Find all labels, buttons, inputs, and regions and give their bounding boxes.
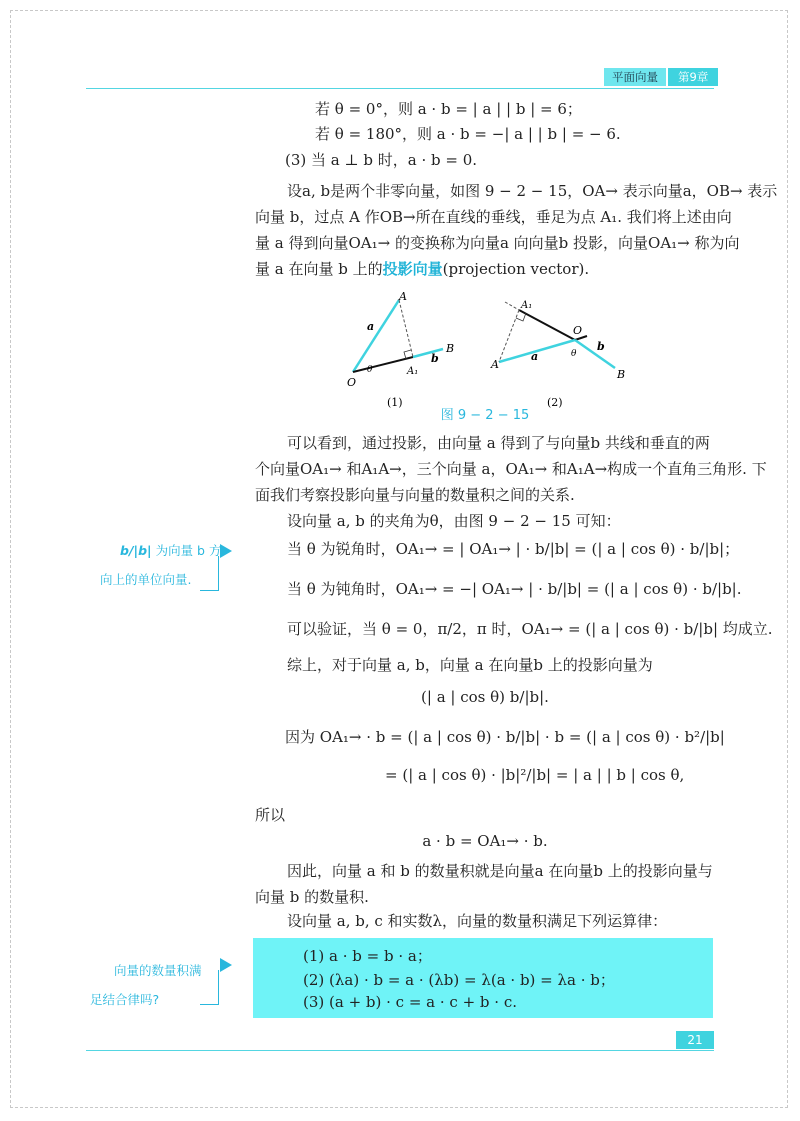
summary-text: 综上，对于向量 a, b，向量 a 在向量b 上的投影向量为 [287,656,653,674]
right-angle-mark-2 [516,313,526,321]
figure-caption: 图 9 − 2 − 15 [440,408,530,423]
label-o-1: O [347,376,357,389]
side-note1-text2: 向上的单位向量. [100,572,192,587]
so-text: 所以 [255,806,286,824]
because-line-1: 因为 OA₁→ · b = (| a | cos θ) · b/|b| · b = (| a | cos θ) · b²/|b| [285,728,725,746]
header-section: 平面向量 [604,68,666,86]
flag-icon [220,958,232,972]
page-number: 21 [676,1031,714,1049]
side-note-bracket [200,970,219,1005]
para2-line-1: 可以看到，通过投影，由向量 a 得到了与向量b 共线和垂直的两 [287,434,710,452]
side-note2-text2: 足结合律吗? [90,992,160,1007]
label-b-1: B [446,342,455,355]
law-commutative: (1) a · b = b · a； [303,947,432,965]
label-vec-b-2: b [597,340,605,353]
label-vec-a-2: a [531,350,539,363]
side-note1-text1: 为向量 b 方 [155,543,222,558]
term-projection-vector: 投影向量 [382,260,443,278]
label-vec-a-1: a [367,320,375,333]
top-line-2: 若 θ = 180°，则 a · b = −| a | | b | = − 6. [315,125,621,143]
figure-9-2-15 [335,288,635,423]
law-scalar: (2) (λa) · b = a · (λb) = λ(a · b) = λa · b； [303,971,615,989]
para1-line-1: 设a, b是两个非零向量，如图 9 − 2 − 15，OA→ 表示向量a，OB→ 表示 [287,182,778,200]
side-note-associative [90,956,202,1014]
summary-formula: (| a | cos θ) b/|b|. [421,688,549,706]
because-line-2: = (| a | cos θ) · |b|²/|b| = | a | | b | cos θ, [385,766,685,784]
para1-line-2: 向量 b，过点 A 作OB→所在直线的垂线，垂足为点 A₁. 我们将上述由向 [255,208,732,226]
para1-line-3: 量 a 得到向量OA₁→ 的变换称为向量a 向向量b 投影，向量OA₁→ 称为向 [255,234,740,252]
label-o-2: O [573,324,583,337]
label-b-2: B [617,368,626,381]
para2-line-3: 面我们考察投影向量与向量的数量积之间的关系. [255,486,575,504]
label-a-1: A [399,290,407,303]
label-vec-b-1: b [431,352,439,365]
para4-line-1: 因此，向量 a 和 b 的数量积就是向量a 在向量b 上的投影向量与 [287,862,713,880]
footer-rule [86,1050,714,1051]
header-chapter: 第9章 [668,68,718,86]
side-note-bracket [200,556,219,591]
law-distributive: (3) (a + b) · c = a · c + b · c. [303,993,518,1011]
side-note2-text1: 向量的数量积满 [114,963,202,978]
vector-oa1-2 [519,310,575,340]
perpendicular-1 [399,300,413,357]
para1-line-4 [255,260,589,280]
label-theta-2: θ [571,349,577,359]
term-english: (projection vector). [442,260,590,278]
extension-line-2 [505,302,519,310]
running-header [604,68,718,86]
flag-icon [220,544,232,558]
eq-acute: 当 θ 为锐角时，OA₁→ = | OA₁→ | · b/|b| = (| a | cos θ) · b/|b|； [287,540,740,558]
para2-line-2: 个向量OA₁→ 和A₁A→，三个向量 a，OA₁→ 和A₁A→构成一个直角三角形. 下 [255,460,767,478]
eq-verify: 可以验证，当 θ = 0，π/2，π 时，OA₁→ = (| a | cos θ) · b/|b| 均成立. [287,620,773,638]
side-note-fraction: b/|b| [120,543,152,558]
para3: 设向量 a, b 的夹角为θ，由图 9 − 2 − 15 可知： [287,512,621,530]
label-a1-1: A₁ [407,366,419,377]
vector-b-2 [575,340,615,368]
header-rule [86,88,714,89]
para4-line-2: 向量 b 的数量积. [255,888,369,906]
subfig-1-label: (1) [387,396,403,409]
para5: 设向量 a, b, c 和实数λ，向量的数量积满足下列运算律： [287,912,668,930]
label-a1-2: A₁ [521,300,533,311]
subfig-2-label: (2) [547,396,563,409]
label-theta-1: θ [367,365,373,375]
para1-line-4-text: 量 a 在向量 b 上的 [255,260,383,278]
so-formula: a · b = OA₁→ · b. [422,832,548,850]
eq-obtuse: 当 θ 为钝角时，OA₁→ = −| OA₁→ | · b/|b| = (| a | cos θ) · b/|b|. [287,580,742,598]
label-a-2: A [491,358,499,371]
perpendicular-2 [499,310,519,362]
laws-box [253,938,713,1018]
top-line-1: 若 θ = 0°，则 a · b = | a | | b | = 6； [315,100,582,118]
top-line-3: (3) 当 a ⊥ b 时，a · b = 0. [285,151,478,169]
